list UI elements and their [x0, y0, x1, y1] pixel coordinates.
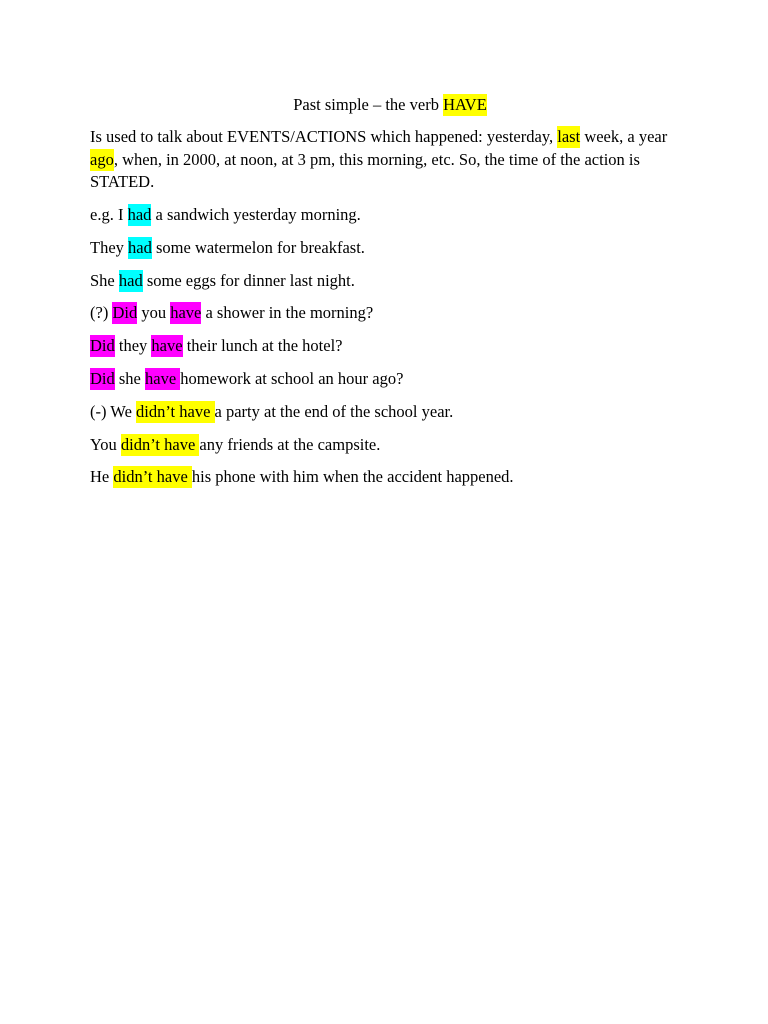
highlight-yellow: ago [90, 149, 114, 169]
text-run: you [137, 303, 171, 323]
example-sentence [90, 204, 690, 227]
highlight-yellow: HAVE [443, 95, 487, 114]
text-run: homework at school an hour ago? [180, 368, 404, 388]
highlight-cyan: had [127, 205, 152, 224]
highlight-magenta: have [151, 336, 183, 356]
text-run: a sandwich yesterday morning. [151, 205, 361, 224]
highlight-yellow: didn’t have [113, 467, 192, 487]
text-run: their lunch at the hotel? [182, 336, 343, 356]
highlight-yellow: didn’t have [136, 401, 215, 421]
text-run: e.g. I [90, 205, 128, 224]
highlight-magenta: have [170, 303, 202, 323]
text-run: , when, in 2000, at noon, at 3 pm, this morning, etc. So, the time of the action is STATED. [90, 149, 640, 191]
highlight-magenta: Did [90, 368, 115, 388]
example-list [90, 204, 690, 489]
highlight-magenta: Did [112, 303, 138, 323]
highlight-yellow: didn’t have [120, 434, 200, 454]
text-run: He [90, 467, 114, 487]
text-run: they [114, 336, 152, 356]
text-run: some watermelon for breakfast. [151, 237, 365, 257]
text-run: You [90, 434, 121, 454]
highlight-cyan: had [118, 270, 143, 290]
highlight-yellow: last [557, 127, 581, 146]
text-run: a shower in the morning? [201, 303, 374, 323]
intro-paragraph [90, 126, 690, 194]
example-sentence [90, 270, 690, 293]
highlight-cyan: had [128, 237, 152, 257]
document-body [90, 94, 690, 499]
text-run: Past simple – the verb [293, 95, 444, 114]
text-run: (?) [90, 303, 113, 323]
text-run: some eggs for dinner last night. [142, 270, 355, 290]
example-sentence [90, 302, 690, 325]
example-sentence [90, 466, 690, 489]
highlight-magenta: Did [90, 336, 115, 356]
text-run: she [114, 368, 145, 388]
text-run: a party at the end of the school year. [214, 401, 454, 421]
example-sentence [90, 335, 690, 358]
example-sentence [90, 368, 690, 391]
text-run: his phone with him when the accident happened. [191, 467, 514, 487]
example-sentence [90, 401, 690, 424]
text-run: (-) We [90, 401, 137, 421]
text-run: Is used to talk about EVENTS/ACTIONS which happened: yesterday, [90, 127, 558, 146]
page-title [90, 94, 690, 116]
text-run: week, a year [580, 127, 668, 146]
highlight-magenta: have [145, 368, 181, 388]
example-sentence [90, 434, 690, 457]
text-run: They [90, 237, 129, 257]
example-sentence [90, 237, 690, 260]
text-run: She [90, 270, 119, 290]
text-run: any friends at the campsite. [199, 434, 381, 454]
